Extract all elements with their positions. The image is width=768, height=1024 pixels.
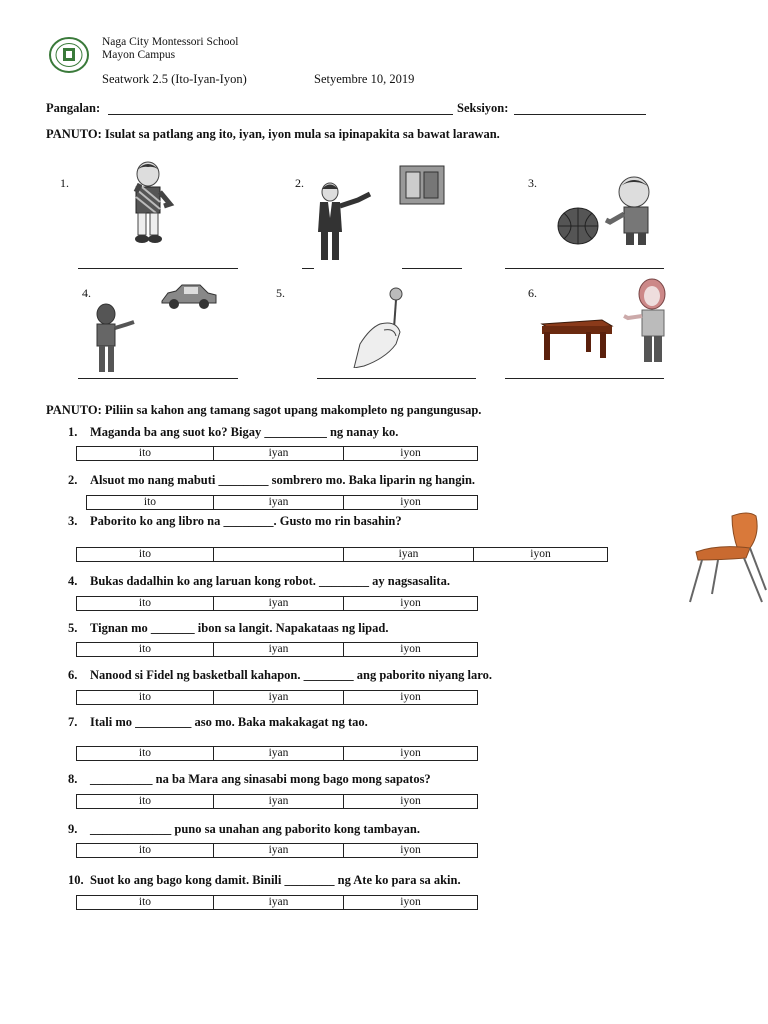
question-number: 2. (68, 473, 78, 487)
choice-cell[interactable] (214, 548, 344, 562)
question-text: Alsuot mo nang mabuti ________ sombrero mo. Baka liparin ng hangin. (90, 473, 476, 487)
section-label: Seksiyon: (457, 101, 509, 115)
question-text: Nanood si Fidel ng basketball kahapon. ________ ang paborito niyang laro. (90, 668, 492, 682)
question-number: 3. (68, 514, 78, 528)
school-logo (48, 36, 90, 74)
choice-cell[interactable]: ito (77, 548, 214, 562)
question-text: Bukas dadalhin ko ang laruan kong robot. ________ ay nagsasalita. (90, 574, 450, 588)
choice-cell[interactable]: iyan (214, 896, 344, 910)
answer-line-6[interactable] (505, 378, 664, 379)
choice-cell[interactable]: iyon (344, 496, 478, 510)
answer-line-1[interactable] (78, 268, 238, 269)
instruction-part2: PANUTO: Piliin sa kahon ang tamang sagot upang makompleto ng pangungusap. (46, 403, 482, 417)
man-pointing-image (310, 182, 376, 266)
choice-table (76, 746, 478, 761)
woman-pointing-image (622, 278, 672, 364)
campus-name: Mayon Campus (102, 49, 176, 61)
worksheet-date: Setyembre 10, 2019 (314, 72, 415, 86)
name-label: Pangalan: (46, 101, 101, 115)
choice-cell[interactable]: iyan (214, 597, 344, 611)
choice-cell[interactable]: iyon (344, 747, 478, 761)
question-number: 7. (68, 715, 78, 729)
choice-cell[interactable]: ito (77, 896, 214, 910)
choice-cell[interactable]: ito (77, 795, 214, 809)
basketball-image (556, 206, 600, 246)
choice-table (76, 843, 478, 858)
item-number: 5. (276, 286, 285, 300)
choice-cell[interactable]: iyan (214, 691, 344, 705)
item-number: 6. (528, 286, 537, 300)
table-image (538, 318, 614, 362)
question-text: _____________ puno sa unahan ang paborito kong tambayan. (90, 822, 420, 836)
boy-pointing-self-image (118, 160, 178, 246)
choice-cell[interactable]: iyon (344, 844, 478, 858)
choice-cell[interactable]: iyan (214, 447, 344, 461)
section-field[interactable] (514, 114, 646, 115)
choice-cell[interactable]: iyan (214, 747, 344, 761)
choice-table (76, 446, 478, 461)
choice-table (76, 690, 478, 705)
choice-cell[interactable]: ito (77, 691, 214, 705)
choice-cell[interactable]: iyon (344, 643, 478, 657)
item-number: 3. (528, 176, 537, 190)
instruction-part1: PANUTO: Isulat sa patlang ang ito, iyan, iyon mula sa ipinapakita sa bawat larawan. (46, 127, 500, 141)
choice-cell[interactable]: iyan (214, 643, 344, 657)
boy-pointing-car-image (88, 302, 138, 376)
choice-cell[interactable]: ito (77, 844, 214, 858)
question-number: 5. (68, 621, 78, 635)
question-text: Tignan mo _______ ibon sa langit. Napakataas ng lipad. (90, 621, 389, 635)
choice-cell[interactable]: iyan (214, 496, 344, 510)
choice-cell[interactable]: ito (87, 496, 214, 510)
question-number: 1. (68, 425, 78, 439)
question-number: 8. (68, 772, 78, 786)
answer-line-3[interactable] (505, 268, 664, 269)
choice-cell[interactable]: iyon (344, 896, 478, 910)
choice-cell[interactable]: ito (77, 747, 214, 761)
answer-line-4[interactable] (78, 378, 238, 379)
choice-table (86, 495, 478, 510)
choice-cell[interactable]: iyan (214, 844, 344, 858)
choice-table (76, 895, 478, 910)
item-number: 4. (82, 286, 91, 300)
answer-line-2a[interactable] (302, 268, 314, 269)
choice-cell[interactable]: iyon (344, 691, 478, 705)
choice-cell[interactable]: ito (77, 447, 214, 461)
question-number: 10. (68, 873, 84, 887)
question-number: 4. (68, 574, 78, 588)
name-field[interactable] (108, 114, 453, 115)
seatwork-title: Seatwork 2.5 (Ito-Iyan-Iyon) (102, 72, 247, 86)
choice-table (76, 794, 478, 809)
boy-pointing-ball-image (604, 174, 674, 248)
question-text: Itali mo _________ aso mo. Baka makakagat ng tao. (90, 715, 368, 729)
choice-cell[interactable]: iyon (344, 795, 478, 809)
choice-cell[interactable]: iyan (344, 548, 474, 562)
choice-cell[interactable]: ito (77, 643, 214, 657)
question-number: 6. (68, 668, 78, 682)
car-image (158, 283, 220, 311)
chair-image (688, 510, 768, 606)
choice-table (76, 547, 608, 562)
choice-cell[interactable]: iyon (474, 548, 608, 562)
choice-cell[interactable]: iyon (344, 447, 478, 461)
hand-holding-flower-image (350, 284, 410, 368)
answer-line-5[interactable] (317, 378, 476, 379)
question-text: Paborito ko ang libro na ________. Gusto mo rin basahin? (90, 514, 402, 528)
cabinet-image (394, 160, 452, 210)
choice-table (76, 642, 478, 657)
question-text: Maganda ba ang suot ko? Bigay __________ ng nanay ko. (90, 425, 399, 439)
item-number: 2. (295, 176, 304, 190)
choice-cell[interactable]: ito (77, 597, 214, 611)
item-number: 1. (60, 176, 69, 190)
choice-table (76, 596, 478, 611)
question-text: __________ na ba Mara ang sinasabi mong bago mong sapatos? (90, 772, 431, 786)
question-number: 9. (68, 822, 78, 836)
question-text: Suot ko ang bago kong damit. Binili ________ ng Ate ko para sa akin. (90, 873, 461, 887)
choice-cell[interactable]: iyon (344, 597, 478, 611)
choice-cell[interactable]: iyan (214, 795, 344, 809)
school-name: Naga City Montessori School (102, 36, 239, 48)
answer-line-2b[interactable] (402, 268, 462, 269)
